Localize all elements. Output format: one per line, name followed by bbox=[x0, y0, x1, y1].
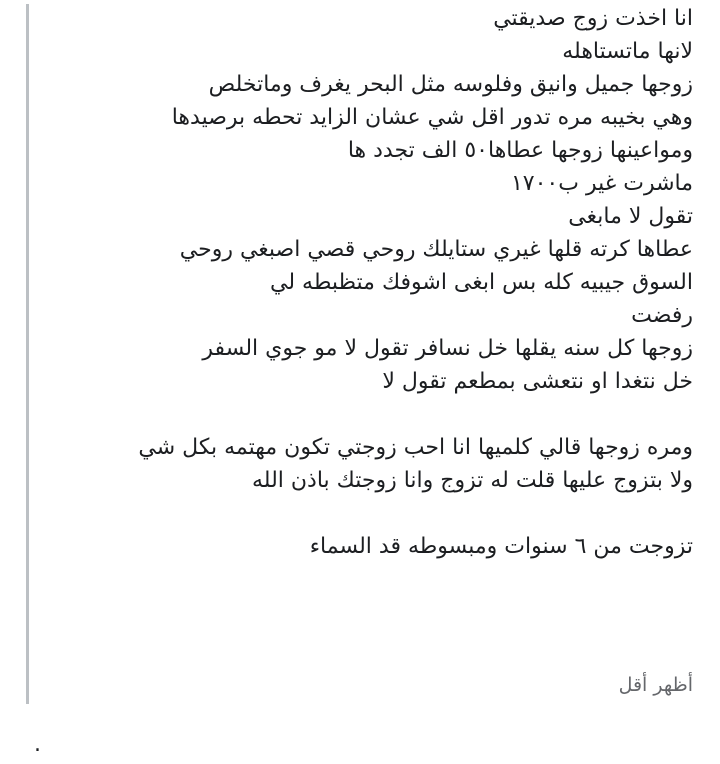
post-text bbox=[33, 2, 693, 563]
paragraph-gap bbox=[33, 398, 693, 431]
post-line: ولا بتزوج عليها قلت له تزوج وانا زوجتك باذن الله bbox=[252, 468, 693, 493]
see-less-link[interactable]: أظهر أقل bbox=[618, 674, 693, 696]
quote-bar bbox=[26, 4, 29, 704]
post-line: رفضت bbox=[631, 303, 693, 328]
post-line: تزوجت من ٦ سنوات ومبسوطه قد السماء bbox=[309, 534, 693, 559]
paragraph-gap bbox=[33, 497, 693, 530]
post-line: تقول لا مابغى bbox=[568, 204, 693, 229]
trailing-dot: . bbox=[34, 732, 41, 757]
post-line: انا اخذت زوج صديقتي bbox=[493, 6, 693, 31]
post-line: وهي بخيبه مره تدور اقل شي عشان الزايد تحطه برصيدها bbox=[171, 105, 693, 130]
post-line: السوق جيبيه كله بس ابغى اشوفك متظبطه لي bbox=[269, 270, 693, 295]
post-line: لانها ماتستاهله bbox=[562, 39, 693, 64]
post-line: خل نتغدا او نتعشى بمطعم تقول لا bbox=[382, 369, 693, 394]
post-line: ومواعينها زوجها عطاها٥٠ الف تجدد ها bbox=[347, 138, 693, 163]
post-line: زوجها جميل وانيق وفلوسه مثل البحر يغرف وماتخلص bbox=[208, 72, 693, 97]
post-line: ماشرت غير ب١٧٠٠ bbox=[510, 171, 693, 196]
post-line: عطاها كرته قلها غيري ستايلك روحي قصي اصبغي روحي bbox=[179, 237, 693, 262]
post-line: زوجها كل سنه يقلها خل نسافر تقول لا مو جوي السفر bbox=[202, 336, 693, 361]
post-line: ومره زوجها قالي كلميها انا احب زوجتي تكون مهتمه بكل شي bbox=[138, 435, 693, 460]
